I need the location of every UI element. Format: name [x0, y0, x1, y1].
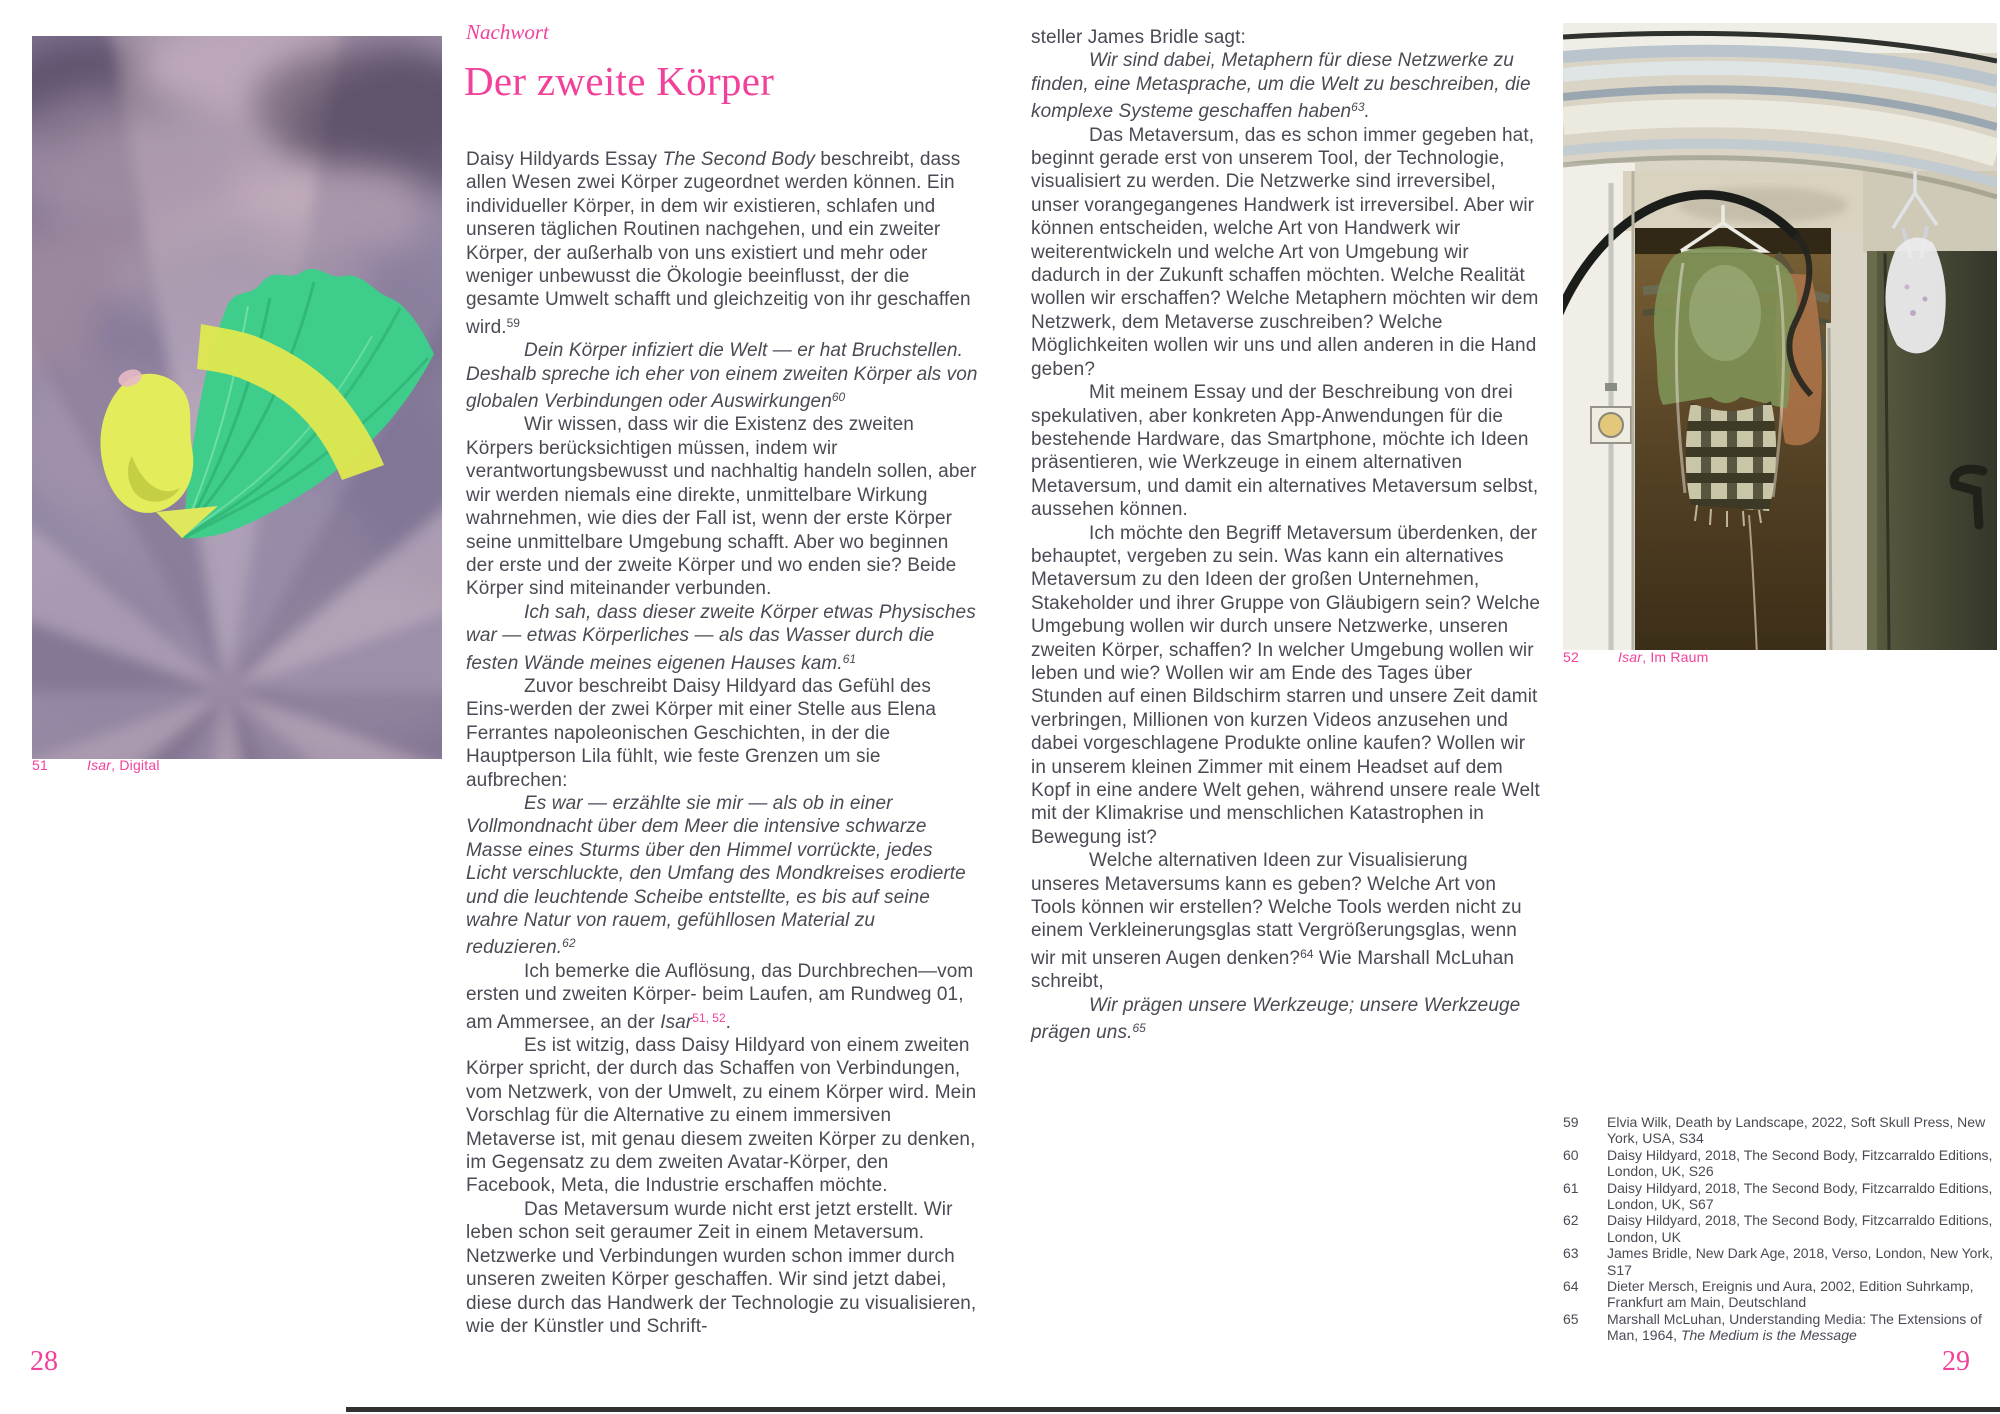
text-run: .	[725, 1011, 732, 1033]
text-run: Ich möchte den Begriff Metaversum überdenken, der behauptet, vergeben zu sein. Was kann ein alternatives Metaversum zu den Ideen der großen Unternehmen, Stakeholder und ihrer Gruppe von Gläubigern sein? Welche Umgebung wollen wir durch unsere Netzwerke, unseren zweiten Körper, schaffen? In welcher Umgebung wollen wir leben und wie? Wollen wir am Ende des Tages über Stunden auf einen Bildschirm starren und unsere Zeit damit verbringen, Millionen von kurzen Videos anzusehen und dabei vorgeschlagene Produkte online kaufen? Wollen wir in unserem kleinen Zimmer mit einem Headset auf dem Kopf in eine andere Welt gehen, während unsere reale Welt mit der Klimakrise und menschlichen Katastrophen in Bewegung ist?	[1031, 522, 1541, 848]
text-column-left	[466, 148, 978, 1338]
footnote-text	[1607, 1245, 1993, 1278]
caption-52-number: 52	[1563, 649, 1579, 665]
footnote	[1563, 1114, 1993, 1147]
text-run: Isar	[660, 1011, 693, 1033]
caption-51-rest: , Digital	[111, 757, 160, 773]
footnote	[1563, 1245, 1993, 1278]
text-run: Ich sah, dass dieser zweite Körper etwas Physisches war — etwas Körperliches — als das Wasser durch die festen Wände meines eigenen Hauses kam.	[466, 601, 976, 674]
text-run: James Bridle, New Dark Age, 2018, Verso, London, New York, S17	[1607, 1245, 1993, 1278]
text-run: Welche alternativen Ideen zur Visualisierung unseres Metaversums kann es geben? Welche Art von Tools können wir erstellen? Welche Tools werden nicht zu einem Verkleinerungsglas statt Vergrößerungsglas, wenn wir mit unseren Augen denken?	[1031, 850, 1522, 969]
caption-52	[1563, 649, 1709, 666]
text-run: Marshall McLuhan, Understanding Media: The Extensions of Man, 1964,	[1607, 1310, 1982, 1344]
body-paragraph	[466, 1034, 978, 1198]
page-number-left: 28	[30, 1346, 58, 1377]
body-paragraph	[1031, 124, 1541, 381]
body-paragraph	[466, 960, 978, 1034]
text-run: Daisy Hildyards Essay	[466, 149, 663, 170]
artwork-51-graphic	[32, 36, 442, 759]
quote-paragraph	[466, 339, 978, 413]
text-run: Zuvor beschreibt Daisy Hildyard das Gefühl des Eins-werden der zwei Körper mit einer Stelle aus Elena Ferrantes napoleonischen Geschichten, in der die Hauptperson Lila fühlt, wie feste Grenzen um sie aufbrechen:	[466, 675, 937, 791]
footnotes-list	[1563, 1114, 1993, 1344]
text-run: Daisy Hildyard, 2018, The Second Body, Fitzcarraldo Editions, London, UK	[1607, 1212, 1993, 1245]
quote-paragraph	[466, 601, 978, 675]
quote-paragraph	[1031, 994, 1541, 1045]
footnote-text	[1607, 1311, 1993, 1344]
body-paragraph	[1031, 26, 1541, 49]
quote-paragraph	[1031, 49, 1541, 123]
caption-52-rest: , Im Raum	[1642, 649, 1709, 665]
footnote-number: 59	[1563, 1114, 1579, 1130]
text-run: The Medium is the Message	[1680, 1327, 1857, 1344]
text-run: Mit meinem Essay und der Beschreibung von drei spekulativen, aber konkreten App-Anwendungen für die bestehende Hardware, das Smartphone, möchte ich Ideen präsentieren, wie Werkzeuge in einem alternativen Metaversum, und damit ein alternatives Metaversum selbst, aussehen können.	[1031, 382, 1539, 521]
footnote	[1563, 1180, 1993, 1213]
text-run: Dieter Mersch, Ereignis und Aura, 2002, Edition Suhrkamp, Frankfurt am Main, Deutschland	[1607, 1278, 1974, 1311]
body-paragraph	[466, 148, 978, 339]
essay-title: Der zweite Körper	[464, 58, 775, 104]
footnote-text	[1607, 1278, 1993, 1311]
caption-51-number: 51	[32, 757, 48, 773]
footnote-number: 65	[1563, 1310, 1579, 1327]
text-run: Dein Körper infiziert die Welt — er hat Bruchstellen. Deshalb spreche ich eher von einem zweiten Körper als von globalen Verbindungen oder Auswirkungen	[466, 340, 978, 413]
footnote-number: 62	[1563, 1212, 1579, 1229]
footnote-reference: 64	[1300, 946, 1314, 961]
caption-52-work: Isar	[1618, 649, 1643, 665]
text-run: Es ist witzig, dass Daisy Hildyard von einem zweiten Körper spricht, der durch das Schaffen von Verbindungen, vom Netzwerk, von der Umwelt, zu einem Körper wird. Mein Vorschlag für die Alternative zu einem immersiven Metaverse ist, mit genau diesem zweiten Körper zu denken, im Gegensatz zu dem zweiten Avatar-Körper, den Facebook, Meta, die Industrie erschaffen möchte.	[466, 1035, 977, 1197]
text-run: Das Metaversum, das es schon immer gegeben hat, beginnt gerade erst von unserem Tool, der Technologie, visualisiert zu werden. Die Netzwerke sind irreversibel, unser vorangegangenes Handwerk ist irreversibel. Aber wir können entscheiden, welche Art von Handwerk wir weiterentwickeln und welche Art von Umgebung wir dadurch in der Zukunft schaffen möchten. Welche Realität wollen wir erschaffen? Welche Metaphern möchten wir dem Netzwerk, dem Metaverse zuschreiben? Welche Möglichkeiten wollen wir uns und allen anderen in die Hand geben?	[1031, 124, 1539, 380]
footnote-text	[1607, 1180, 1993, 1213]
caption-51-work: Isar	[87, 757, 112, 773]
footnote	[1563, 1212, 1993, 1245]
footnote	[1563, 1147, 1993, 1180]
text-run: Daisy Hildyard, 2018, The Second Body, Fitzcarraldo Editions, London, UK, S67	[1607, 1179, 1993, 1213]
quote-paragraph	[466, 792, 978, 960]
wall-lamp	[1591, 407, 1631, 443]
footnote-reference: 62	[562, 936, 576, 951]
text-run: .	[1364, 101, 1370, 123]
text-run: Wir sind dabei, Metaphern für diese Netzwerke zu finden, eine Metasprache, um die Welt zu beschreiben, die komplexe Systeme geschaffen haben	[1031, 50, 1531, 123]
text-run: The Second Body	[662, 149, 816, 170]
body-paragraph	[466, 1198, 978, 1338]
footnote-text	[1607, 1212, 1993, 1245]
footnote-text	[1607, 1147, 1993, 1180]
scan-edge-line	[346, 1407, 2000, 1412]
footnote-number: 60	[1563, 1146, 1579, 1163]
footnote-number: 61	[1563, 1179, 1579, 1196]
footnote-reference: 65	[1132, 1021, 1146, 1036]
photo-image-52	[1563, 23, 1997, 650]
footnote-reference: 51, 52	[692, 1010, 726, 1025]
page-number-right: 29	[1942, 1346, 1970, 1377]
footnote	[1563, 1278, 1993, 1311]
text-run: steller James Bridle sagt:	[1031, 27, 1246, 48]
text-run: Ich bemerke die Auflösung, das Durchbrechen—vom ersten und zweiten Körper- beim Laufen, am Rundweg 01, am Ammersee, an der	[466, 960, 974, 1033]
text-run: Daisy Hildyard, 2018, The Second Body, Fitzcarraldo Editions, London, UK, S26	[1607, 1146, 1993, 1180]
section-kicker: Nachwort	[466, 20, 549, 44]
text-run: beschreibt, dass allen Wesen zwei Körper zugeordnet werden können. Ein individueller Körper, in dem wir existieren, schlafen und unseren täglichen Routinen nachgehen, und ein zweiter Körper, der außerhalb von uns existiert und mehr oder weniger unbewusst die Ökologie beeinflusst, der die gesamte Umwelt schafft und gleichzeitig von ihr geschaffen wird.	[466, 149, 971, 338]
body-paragraph	[1031, 849, 1541, 993]
footnote-number: 63	[1563, 1245, 1579, 1262]
footnote	[1563, 1311, 1993, 1344]
text-run: Wir wissen, dass wir die Existenz des zweiten Körpers berücksichtigen müssen, indem wir verantwortungsbewusst und nachhaltig handeln sollen, aber wir werden niemals eine direkte, unmittelbare Wirkung wahrnehmen, wie dies der Fall ist, wenn der erste Körper seine unmittelbare Umgebung schafft. Aber wo beginnen der erste und der zweite Körper und wo enden sie? Beide Körper sind miteinander verbunden.	[466, 414, 977, 600]
footnote-reference: 61	[842, 651, 857, 666]
artwork-image-51	[32, 36, 442, 759]
footnote-reference: 63	[1351, 100, 1365, 115]
footnote-reference: 60	[831, 390, 846, 405]
text-run: Das Metaversum wurde nicht erst jetzt erstellt. Wir leben schon seit geraumer Zeit in einem Metaversum. Netzwerke und Verbindungen wurden schon immer durch unseren zweiten Körper geschaffen. Wir sind jetzt dabei, diese durch das Handwerk der Technologie zu visualisieren, wie der Künstler und Schrift-	[466, 1198, 977, 1337]
text-run: Elvia Wilk, Death by Landscape, 2022, Soft Skull Press, New York, USA, S34	[1607, 1114, 1986, 1147]
body-paragraph	[1031, 381, 1541, 521]
footnote-reference: 59	[506, 315, 520, 330]
text-run: Es war — erzählte sie mir — als ob in einer Vollmondnacht über dem Meer die intensive schwarze Masse eines Sturms über den Himmel vorrückte, jedes Licht verschluckte, den Umfang des Mondkreises erodierte und die leuchtende Scheibe entstellte, es bis auf seine wahre Natur von rauem, gefühllosen Material zu reduzieren.	[466, 792, 966, 959]
body-paragraph	[466, 675, 978, 792]
footnote-number: 64	[1563, 1278, 1579, 1295]
footnote-text	[1607, 1114, 1993, 1147]
body-paragraph	[466, 413, 978, 600]
photo-52-graphic	[1563, 23, 1997, 650]
text-run: Wie Marshall McLuhan schreibt,	[1031, 947, 1515, 993]
text-column-right	[1031, 26, 1541, 1044]
text-run: Wir prägen unsere Werkzeuge; unsere Werkzeuge prägen uns.	[1031, 994, 1521, 1044]
body-paragraph	[1031, 522, 1541, 850]
caption-51	[32, 757, 160, 774]
